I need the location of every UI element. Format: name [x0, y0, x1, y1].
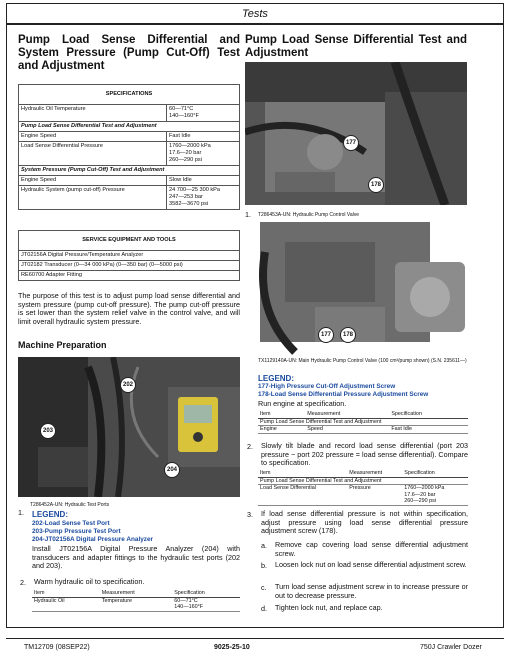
callout-177-upper: 177 [343, 135, 359, 151]
pump-control-valve-photo [245, 62, 467, 205]
pump-control-valve-illustration [245, 62, 467, 205]
footer-doc-id: TM12709 (08SEP22) [24, 644, 90, 651]
legend-title-right: LEGEND: [258, 374, 294, 383]
legend-item: 177-High Pressure Cut-Off Adjustment Screw [258, 383, 396, 390]
machine-prep-heading: Machine Preparation [18, 340, 107, 350]
oil-temp-table [32, 590, 240, 612]
table-section-row: System Pressure (Pump Cut-Off) Test and Adjustment [19, 166, 240, 176]
table-row: Engine Speed Slow Idle [19, 176, 240, 186]
footer-page-number: 9025-25-10 [214, 644, 250, 651]
table-row: Hydraulic Oil Temperature 60—71°C 140—160°F [32, 597, 240, 611]
substep-b-letter: b. [261, 561, 267, 570]
substep-d-text: Tighten lock nut, and replace cap. [275, 603, 383, 612]
legend-item: 203-Pump Pressure Test Port [32, 528, 121, 535]
section-header-label: Tests [242, 8, 268, 20]
specifications-table [18, 84, 240, 210]
main-pump-control-valve-caption: TX1129140A-UN: Main Hydraulic Pump Control Valve (100 cm³/pump shown) (S.N. 235611—) [258, 358, 467, 364]
table-row: JT02182 Transducer (0—34 000 kPa) (0—350 bar) (0—5000 psi) [19, 261, 240, 271]
step-3-number: 3. [247, 510, 253, 519]
substep-b-text: Loosen lock nut on load sense differential adjustment screw. [275, 560, 467, 569]
table-row: Hydraulic Oil Temperature 60—71°C 140—160°F [19, 105, 240, 122]
legend-item: 202-Load Sense Test Port [32, 520, 110, 527]
legend-item: 204-JT02156A Digital Pressure Analyzer [32, 536, 154, 543]
step-2-right-text: Slowly tilt blade and record load sense differential (port 203 pressure − port 202 pressure = load sense differential). Compare to specification. [261, 441, 468, 468]
table-header-row: Item Measurement Specification [32, 590, 240, 597]
table-row: Engine Speed Fast Idle [258, 426, 468, 434]
specifications-heading: SPECIFICATIONS [19, 85, 240, 105]
step-3-text: If load sense differential pressure is not within specification, adjust pressure using load sense differential pressure adjustment screw (178). [261, 509, 468, 536]
step-2-right-number: 2. [247, 442, 253, 451]
step-2-text: Warm hydraulic oil to specification. [34, 577, 145, 586]
legend-title-left: LEGEND: [32, 510, 68, 519]
section-header [6, 3, 504, 25]
substep-d-letter: d. [261, 604, 267, 613]
table-section-row: Pump Load Sense Differential Test and Adjustment [19, 122, 240, 132]
run-engine-text: Run engine at specification. [258, 399, 347, 408]
callout-202: 202 [120, 377, 136, 393]
step-2-number: 2. [20, 578, 26, 587]
table-header-row: Item Measurement Specification [258, 470, 468, 477]
callout-204: 204 [164, 462, 180, 478]
main-pump-control-valve-photo [245, 222, 467, 357]
callout-203: 203 [40, 423, 56, 439]
table-row: Pump Load Sense Differential Test and Adjustment [258, 477, 468, 485]
pump-control-valve-caption: T286453A-UN: Hydraulic Pump Control Valve [258, 212, 360, 218]
substep-a-text: Remove cap covering load sense differential adjustment screw. [275, 540, 468, 558]
purpose-paragraph: The purpose of this test is to adjust pump load sense differential and system pressure (pump cut-off pressure). The pump cut-off pressure is set lower than the system relief valve in the control valve, and will limit overall hydraulic system pressure. [18, 291, 240, 326]
tools-table [18, 230, 240, 281]
table-row: Load Sense Differential Pressure 1760—2000 kPa 17.6—20 bar 260—290 psi [258, 485, 468, 506]
substep-a-letter: a. [261, 541, 267, 550]
legend-item: 178-Load Sense Differential Pressure Adjustment Screw [258, 391, 429, 398]
table-row: Engine Speed Fast Idle [19, 132, 240, 142]
callout-178-lower: 178 [340, 327, 356, 343]
table-header-row: Item Measurement Specification [258, 411, 468, 418]
tools-heading: SERVICE EQUIPMENT AND TOOLS [19, 231, 240, 251]
page-title-right: Pump Load Sense Differential Test and Adjustment [245, 34, 467, 59]
step-1-text: Install JT02156A Digital Pressure Analyzer (204) with transducers and adapter fittings to the hydraulic test ports (202 and 203). [32, 544, 240, 571]
callout-178-upper: 178 [368, 177, 384, 193]
table-row: Hydraulic System (pump cut-off) Pressure 24 700—25 300 kPa 247—253 bar 3582—3670 psi [19, 186, 240, 210]
test-ports-caption: T286452A-UN: Hydraulic Test Ports [30, 502, 110, 508]
table-row: Load Sense Differential Pressure 1760—2000 kPa 17.6—20 bar 260—290 psi [19, 142, 240, 166]
step-1-number: 1. [18, 508, 24, 517]
substep-c-text: Turn load sense adjustment screw in to increase pressure or out to decrease pressure. [275, 582, 468, 600]
footer-model: 750J Crawler Dozer [420, 644, 482, 651]
table-row: RE60700 Adapter Fitting [19, 271, 240, 281]
substep-c-letter: c. [261, 583, 267, 592]
load-sense-table [258, 470, 468, 506]
table-row: Pump Load Sense Differential Test and Adjustment [258, 418, 468, 426]
main-pump-control-valve-illustration [245, 222, 467, 357]
engine-speed-table [258, 411, 468, 434]
caption-1-number: 1. [245, 210, 251, 219]
table-row: JT02156A Digital Pressure/Temperature Analyzer [19, 251, 240, 261]
callout-177-lower: 177 [318, 327, 334, 343]
footer-rule [6, 638, 504, 639]
page-title-left: Pump Load Sense Differential and System Pressure (Pump Cut-Off) Test and Adjustment [18, 34, 240, 72]
